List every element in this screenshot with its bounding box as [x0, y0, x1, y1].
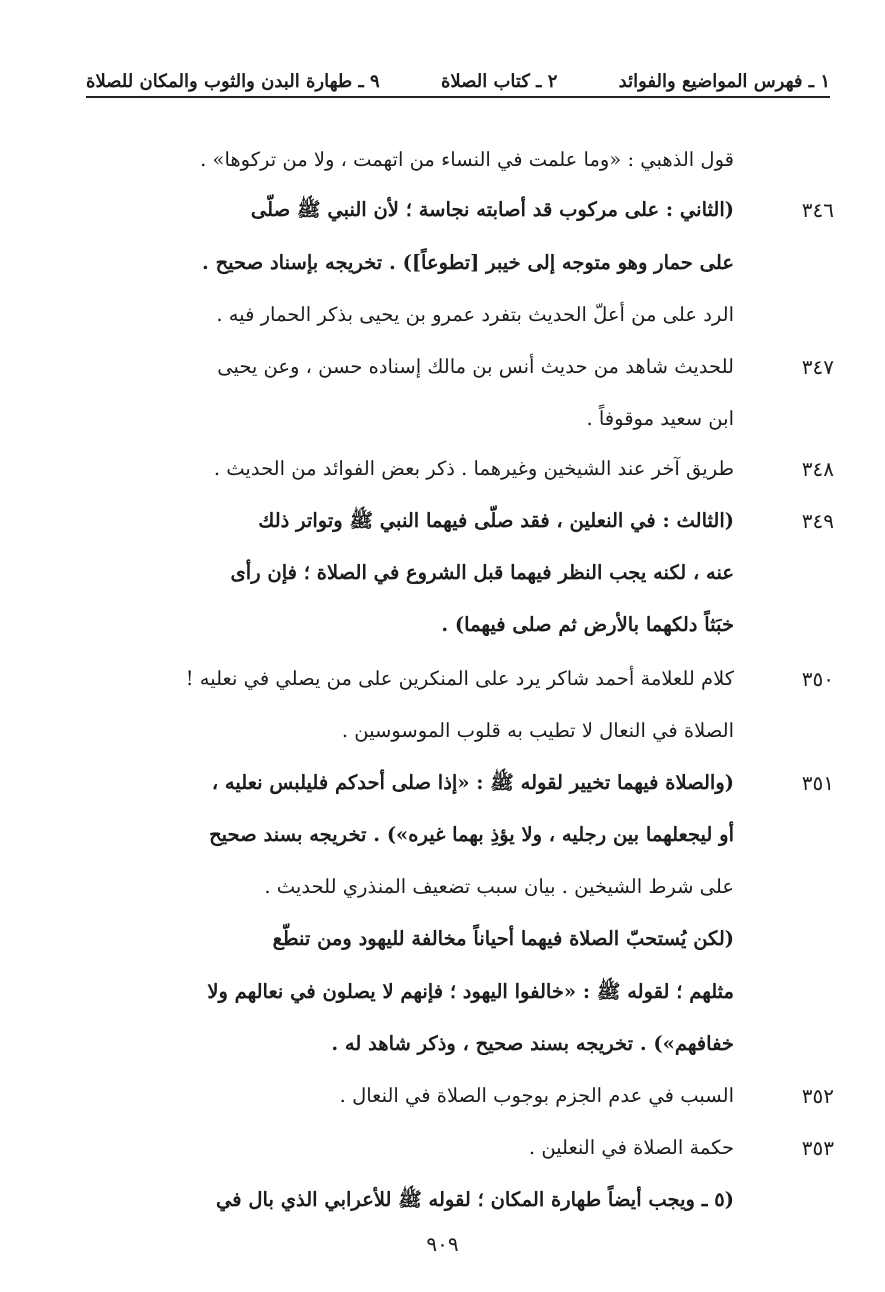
index-line [92, 394, 834, 444]
index-line [92, 444, 834, 494]
index-line [92, 496, 834, 546]
entry-page-number: ٣٤٩ [801, 509, 834, 533]
index-line [92, 185, 834, 235]
entry-text: أو ليجعلهما بين رجليه ، ولا يؤذِ بهما غيره») . تخريجه بسند صحيح [209, 823, 734, 846]
entry-text: طريق آخر عند الشيخين وغيرهما . ذكر بعض الفوائد من الحديث . [213, 457, 734, 480]
index-line [92, 548, 834, 598]
entry-text: خفافهم») . تخريجه بسند صحيح ، وذكر شاهد له . [331, 1032, 734, 1055]
entry-text: خبَثاً دلكهما بالأرض ثم صلى فيهما) . [441, 613, 734, 636]
index-line [92, 758, 834, 808]
index-line [92, 1123, 834, 1173]
page-number: ٩٠٩ [426, 1232, 459, 1256]
entry-text: الرد على من أعلّ الحديث بتفرد عمرو بن يحيى بذكر الحمار فيه . [216, 303, 734, 326]
entry-text: (الثالث : في النعلين ، فقد صلّى فيهما النبي ﷺ وتواتر ذلك [258, 509, 734, 532]
index-line [92, 342, 834, 392]
entry-text: عنه ، لكنه يجب النظر فيهما قبل الشروع في الصلاة ؛ فإن رأى [230, 561, 734, 584]
entry-page-number: ٣٤٧ [801, 355, 834, 379]
index-line [92, 238, 834, 288]
entry-text: كلام للعلامة أحمد شاكر يرد على المنكرين على من يصلي في نعليه ! [185, 667, 734, 690]
entry-text: (والصلاة فيهما تخيير لقوله ﷺ : «إذا صلى أحدكم فليلبس نعليه ، [211, 771, 734, 794]
index-line [92, 706, 834, 756]
entry-text: للحديث شاهد من حديث أنس بن مالك إسناده حسن ، وعن يحيى [217, 355, 734, 378]
entry-text: حكمة الصلاة في النعلين . [528, 1136, 734, 1159]
header-chapter-title: ٩ ـ طهارة البدن والثوب والمكان للصلاة [86, 71, 380, 92]
entry-text: ابن سعيد موقوفاً . [586, 407, 734, 430]
entry-text: على حمار وهو متوجه إلى خيبر [تطوعاً]) . تخريجه بإسناد صحيح . [202, 251, 734, 274]
entry-page-number: ٣٥١ [801, 771, 834, 795]
entry-text: السبب في عدم الجزم بوجوب الصلاة في النعال . [339, 1084, 734, 1107]
entry-text: (الثاني : على مركوب قد أصابته نجاسة ؛ لأن النبي ﷺ صلّى [250, 198, 734, 221]
index-line [92, 1175, 834, 1225]
index-line [92, 967, 834, 1017]
index-line [92, 654, 834, 704]
index-line [92, 914, 834, 964]
index-line [92, 1019, 834, 1069]
entry-page-number: ٣٥٣ [801, 1136, 834, 1160]
index-line [92, 862, 834, 912]
entry-text: (لكن يُستحبّ الصلاة فيهما أحياناً مخالفة لليهود ومن تنطّع [272, 927, 734, 950]
entry-text: على شرط الشيخين . بيان سبب تضعيف المنذري للحديث . [264, 875, 734, 898]
index-line [92, 600, 834, 650]
entry-page-number: ٣٥٢ [801, 1084, 834, 1108]
index-line [92, 135, 834, 185]
entry-page-number: ٣٤٨ [801, 457, 834, 481]
index-line [92, 810, 834, 860]
header-index-title: ١ ـ فهرس المواضيع والفوائد [618, 71, 830, 92]
header-book-title: ٢ ـ كتاب الصلاة [440, 71, 558, 92]
entry-text: مثلهم ؛ لقوله ﷺ : «خالفوا اليهود ؛ فإنهم لا يصلون في نعالهم ولا [207, 980, 734, 1003]
index-line [92, 1071, 834, 1121]
running-header [86, 62, 830, 98]
entry-text: قول الذهبي : «وما علمت في النساء من اتهمت ، ولا من تركوها» . [200, 148, 734, 171]
entry-page-number: ٣٥٠ [801, 667, 834, 691]
entry-page-number: ٣٤٦ [801, 198, 834, 222]
entry-text: الصلاة في النعال لا تطيب به قلوب الموسوسين . [341, 719, 734, 742]
entry-text: (٥ ـ ويجب أيضاً طهارة المكان ؛ لقوله ﷺ للأعرابي الذي بال في [216, 1188, 734, 1211]
index-line [92, 290, 834, 340]
